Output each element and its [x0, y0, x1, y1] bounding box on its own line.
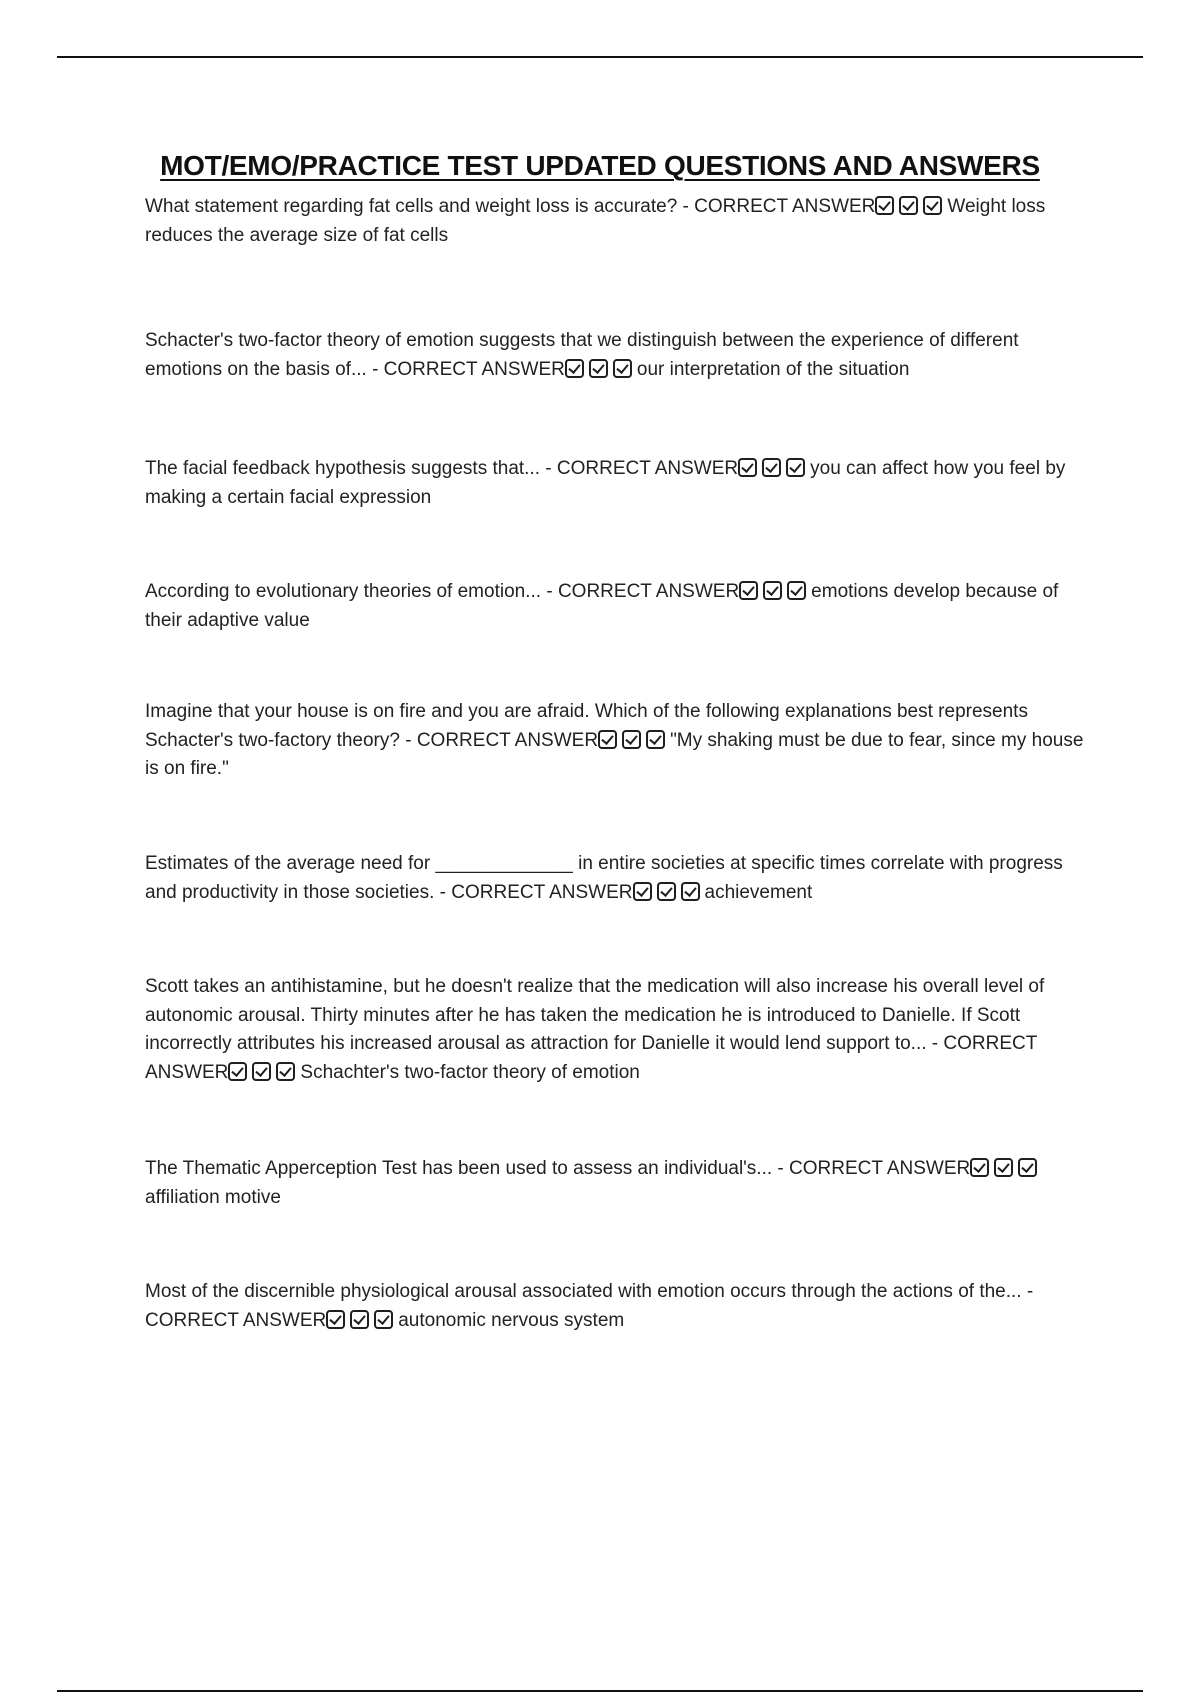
answer-text: emotions develop because of their adaptive value	[145, 581, 1059, 631]
answer-text: achievement	[704, 881, 813, 903]
checkbox-check-icon	[326, 1310, 345, 1329]
answer-text: you can affect how you feel by making a certain facial expression	[145, 458, 1066, 508]
checkbox-check-icon	[633, 882, 652, 901]
answer-text: our interpretation of the situation	[636, 358, 910, 380]
qa-item	[145, 455, 1095, 512]
checkbox-check-icon	[762, 458, 781, 477]
document-title: MOT/EMO/PRACTICE TEST UPDATED QUESTIONS AND ANSWERS	[160, 150, 1040, 181]
checkbox-check-icon	[613, 359, 632, 378]
qa-item	[145, 698, 1095, 784]
bottom-divider	[57, 1690, 1143, 1692]
checkbox-check-icon	[228, 1062, 247, 1081]
answer-marker: - CORRECT ANSWER	[145, 1281, 1034, 1331]
question-text: The facial feedback hypothesis suggests that...	[145, 458, 541, 479]
checkbox-check-icon	[276, 1062, 295, 1081]
answer-text: Weight loss reduces the average size of fat cells	[145, 196, 1046, 246]
qa-item	[145, 327, 1095, 384]
checkbox-check-icon	[374, 1310, 393, 1329]
checkbox-check-icon	[1018, 1158, 1037, 1177]
qa-item	[145, 1278, 1095, 1335]
question-text: Scott takes an antihistamine, but he doesn't realize that the medication will also increase his overall level of autonomic arousal. Thirty minutes after he has taken the medication he is introduced to Danielle. If Scott incorrectly attributes his increased arousal as attraction for Danielle it would lend support to...	[145, 976, 1045, 1054]
checkbox-check-icon	[622, 730, 641, 749]
checkbox-check-icon	[763, 581, 782, 600]
question-text: Imagine that your house is on fire and you are afraid. Which of the following explanations best represents Schacter's two-factory theory?	[145, 701, 1028, 751]
answer-marker: - CORRECT ANSWER	[772, 1158, 971, 1179]
question-text: What statement regarding fat cells and weight loss is accurate?	[145, 196, 678, 217]
answer-marker: - CORRECT ANSWER	[366, 358, 565, 380]
answer-marker: - CORRECT ANSWER	[434, 881, 633, 903]
question-text: Schacter's two-factor theory of emotion suggests that we distinguish between the experience of different emotions on the basis of...	[145, 330, 1019, 380]
answer-marker: - CORRECT ANSWER	[677, 196, 876, 217]
qa-item	[145, 1155, 1095, 1212]
checkbox-check-icon	[739, 581, 758, 600]
checkbox-check-icon	[350, 1310, 369, 1329]
checkbox-check-icon	[565, 359, 584, 378]
checkbox-check-icon	[899, 196, 918, 215]
checkbox-check-icon	[738, 458, 757, 477]
qa-item	[145, 973, 1095, 1087]
checkbox-check-icon	[657, 882, 676, 901]
answer-text: "My shaking must be due to fear, since my house is on fire."	[145, 729, 1084, 779]
checkbox-check-icon	[875, 196, 894, 215]
checkbox-check-icon	[994, 1158, 1013, 1177]
checkbox-check-icon	[787, 581, 806, 600]
question-text: Most of the discernible physiological arousal associated with emotion occurs through the actions of the...	[145, 1281, 1022, 1302]
qa-item	[145, 850, 1095, 907]
top-divider	[57, 56, 1143, 58]
answer-text: autonomic nervous system	[398, 1309, 625, 1331]
question-text: Estimates of the average need for _____________ in entire societies at specific times correlate with progress and productivity in those societies.	[145, 853, 1063, 903]
answer-marker: - CORRECT ANSWER	[399, 729, 599, 751]
answer-text: affiliation motive	[145, 1186, 281, 1208]
qa-item	[145, 193, 1095, 250]
answer-text: Schachter's two-factor theory of emotion	[300, 1061, 640, 1083]
answer-marker: - CORRECT ANSWER	[541, 581, 740, 602]
qa-item	[145, 578, 1095, 635]
checkbox-check-icon	[646, 730, 665, 749]
question-text: According to evolutionary theories of emotion...	[145, 581, 542, 602]
checkbox-check-icon	[681, 882, 700, 901]
checkbox-check-icon	[786, 458, 805, 477]
checkbox-check-icon	[589, 359, 608, 378]
checkbox-check-icon	[252, 1062, 271, 1081]
checkbox-check-icon	[598, 730, 617, 749]
answer-marker: - CORRECT ANSWER	[540, 458, 739, 479]
checkbox-check-icon	[970, 1158, 989, 1177]
checkbox-check-icon	[923, 196, 942, 215]
answer-marker: - CORRECT ANSWER	[145, 1033, 1037, 1083]
question-text: The Thematic Apperception Test has been used to assess an individual's...	[145, 1158, 773, 1179]
